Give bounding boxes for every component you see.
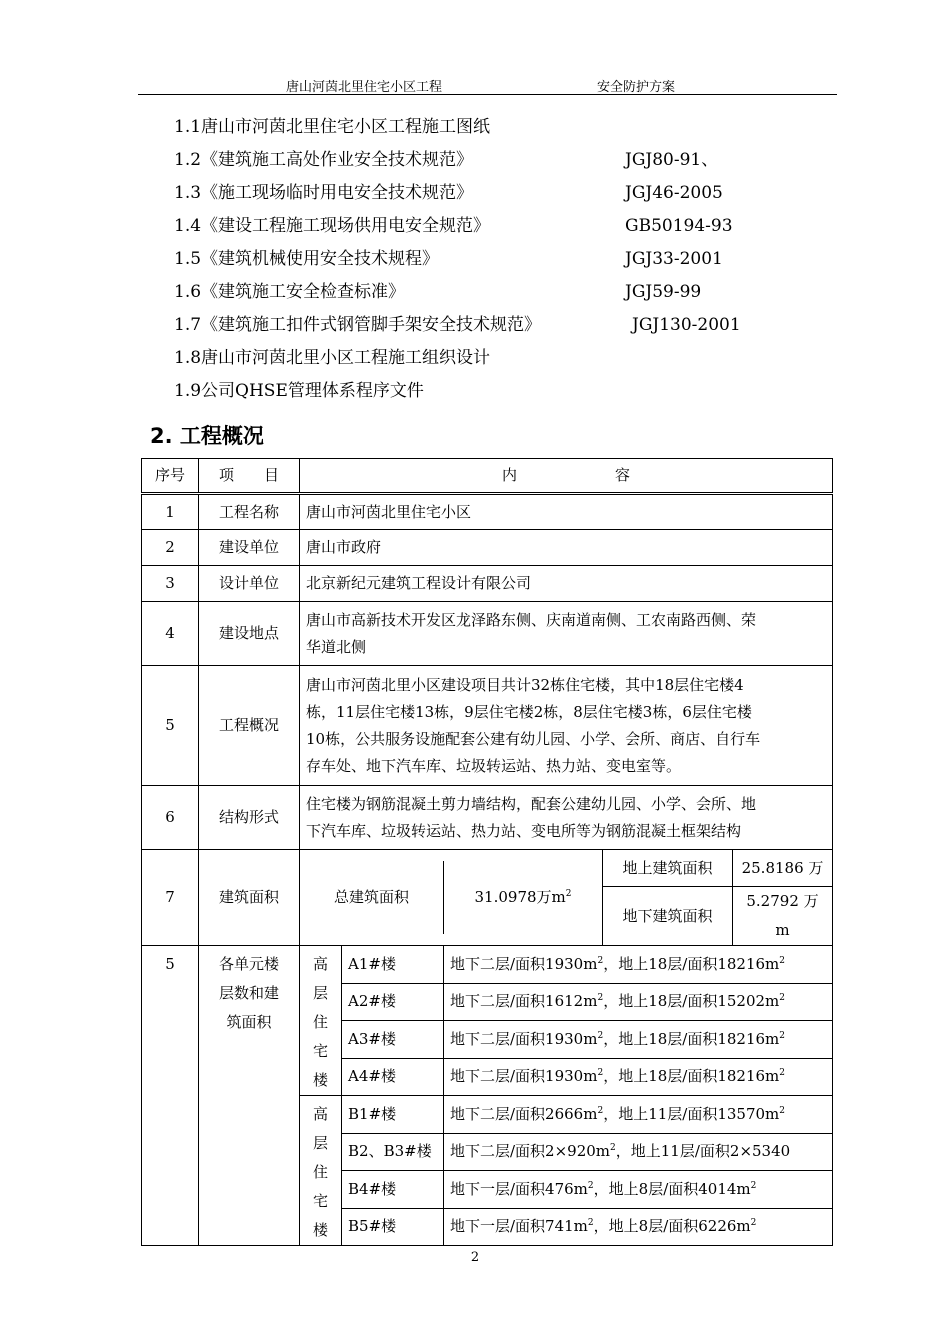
reference-item — [174, 213, 834, 246]
table-row — [142, 494, 833, 530]
col-header-item: 项 目 — [199, 459, 300, 494]
building-name: A4#楼 — [342, 1058, 444, 1096]
row-no: 1 — [142, 494, 199, 530]
reference-item — [174, 312, 834, 345]
reference-text: 1.6《建筑施工安全检查标准》 — [174, 282, 406, 302]
header-project-title: 唐山河茵北里住宅小区工程 — [286, 80, 443, 95]
reference-item — [174, 246, 834, 279]
reference-item — [174, 147, 834, 180]
reference-code: JGJ59-99 — [625, 282, 702, 302]
group-label-high-rise: 高 层 住 宅 楼 — [300, 946, 342, 1096]
building-name: B1#楼 — [342, 1096, 444, 1134]
reference-code: JGJ80-91、 — [625, 150, 719, 170]
table-row — [142, 530, 833, 566]
reference-text: 1.5《建筑机械使用安全技术规程》 — [174, 249, 440, 269]
row-no: 2 — [142, 530, 199, 566]
building-desc: 地下二层/面积$1930m^2$，地上18层/面积$18216m^2$ — [444, 1021, 833, 1059]
row-no: 5 — [142, 946, 199, 1246]
building-row — [142, 946, 833, 984]
below-ground-label: 地下建筑面积 — [603, 887, 733, 946]
reference-item — [174, 114, 834, 147]
reference-text: 1.3《施工现场临时用电安全技术规范》 — [174, 183, 474, 203]
reference-code: JGJ130-2001 — [632, 315, 741, 335]
reference-item — [174, 345, 834, 378]
reference-text: 1.2《建筑施工高处作业安全技术规范》 — [174, 150, 474, 170]
row-item: 工程名称 — [199, 494, 300, 530]
table-row — [142, 602, 833, 666]
building-name: A1#楼 — [342, 946, 444, 984]
row-no: 6 — [142, 786, 199, 850]
row-no: 4 — [142, 602, 199, 666]
row-item: 设计单位 — [199, 566, 300, 602]
reference-item — [174, 378, 834, 411]
reference-text: 1.7《建筑施工扣件式钢管脚手架安全技术规范》 — [174, 315, 542, 335]
building-desc: 地下二层/面积$1612m^2$，地上18层/面积$15202m^2$ — [444, 983, 833, 1021]
col-header-content: 内 容 — [300, 459, 833, 494]
total-area-cell — [300, 850, 603, 946]
col-header-no: 序号 — [142, 459, 199, 494]
row-item: 各单元楼 层数和建 筑面积 — [199, 946, 300, 1246]
page-header — [138, 76, 837, 95]
reference-text: 1.8唐山市河茵北里小区工程施工组织设计 — [174, 348, 491, 368]
row-content: 住宅楼为钢筋混凝土剪力墙结构，配套公建幼儿园、小学、会所、地 下汽车库、垃圾转运站、热力站、变电所等为钢筋混凝土框架结构 — [300, 786, 833, 850]
above-ground-value: 25.8186 万 — [733, 850, 833, 887]
project-overview-table — [141, 458, 833, 1246]
reference-text: 1.4《建设工程施工现场供用电安全规范》 — [174, 216, 491, 236]
reference-code: JGJ33-2001 — [625, 249, 723, 269]
row-item: 结构形式 — [199, 786, 300, 850]
row-item: 建设地点 — [199, 602, 300, 666]
reference-text: 1.9公司QHSE管理体系程序文件 — [174, 381, 424, 401]
row-item: 工程概况 — [199, 666, 300, 786]
reference-list — [174, 114, 834, 411]
reference-code: JGJ46-2005 — [625, 183, 723, 203]
area-row — [142, 850, 833, 887]
building-desc: 地下二层/面积$2666m^2$，地上11层/面积$13570m^2$ — [444, 1096, 833, 1134]
building-name: B5#楼 — [342, 1208, 444, 1246]
reference-text: 1.1唐山市河茵北里住宅小区工程施工图纸 — [174, 117, 491, 137]
building-name: A2#楼 — [342, 983, 444, 1021]
group-label-high-rise: 高 层 住 宅 楼 — [300, 1096, 342, 1246]
section-title: 2. 工程概况 — [150, 424, 264, 448]
row-no: 7 — [142, 850, 199, 946]
reference-item — [174, 279, 834, 312]
above-ground-label: 地上建筑面积 — [603, 850, 733, 887]
building-desc: 地下二层/面积$1930m^2$，地上18层/面积$18216m^2$ — [444, 946, 833, 984]
building-name: A3#楼 — [342, 1021, 444, 1059]
total-area-value: 31.0978万$m^2$ — [474, 888, 572, 906]
row-item: 建设单位 — [199, 530, 300, 566]
row-content: 唐山市河茵北里住宅小区 — [300, 494, 833, 530]
page-number: 2 — [470, 1250, 480, 1265]
building-name: B4#楼 — [342, 1171, 444, 1209]
table-header-row — [142, 459, 833, 494]
below-ground-value: 5.2792 万 m — [733, 887, 833, 946]
building-desc: 地下一层/面积$741m^2$，地上8层/面积$6226m^2$ — [444, 1208, 833, 1246]
reference-item — [174, 180, 834, 213]
building-desc: 地下二层/面积$2\times 920m^2$，地上11层/面积2×5340 — [444, 1133, 833, 1171]
total-area-label: 总建筑面积 — [300, 861, 444, 934]
row-no: 3 — [142, 566, 199, 602]
row-no: 5 — [142, 666, 199, 786]
header-doc-title: 安全防护方案 — [597, 80, 676, 95]
table-row — [142, 786, 833, 850]
building-desc: 地下二层/面积$1930m^2$，地上18层/面积$18216m^2$ — [444, 1058, 833, 1096]
row-content: 北京新纪元建筑工程设计有限公司 — [300, 566, 833, 602]
table-row — [142, 566, 833, 602]
reference-code: GB50194-93 — [625, 216, 733, 236]
building-name: B2、B3#楼 — [342, 1133, 444, 1171]
row-item: 建筑面积 — [199, 850, 300, 946]
row-content: 唐山市高新技术开发区龙泽路东侧、庆南道南侧、工农南路西侧、荣 华道北侧 — [300, 602, 833, 666]
table-row — [142, 666, 833, 786]
row-content: 唐山市政府 — [300, 530, 833, 566]
row-content: 唐山市河茵北里小区建设项目共计32栋住宅楼，其中18层住宅楼4 栋，11层住宅楼13栋，9层住宅楼2栋，8层住宅楼3栋，6层住宅楼 10栋，公共服务设施配套公建有幼儿园、小学、会所、商店、自行车 存车处、地下汽车库、垃圾转运站、热力站、变电室等。 — [300, 666, 833, 786]
building-desc: 地下一层/面积$476m^2$，地上8层/面积$4014m^2$ — [444, 1171, 833, 1209]
